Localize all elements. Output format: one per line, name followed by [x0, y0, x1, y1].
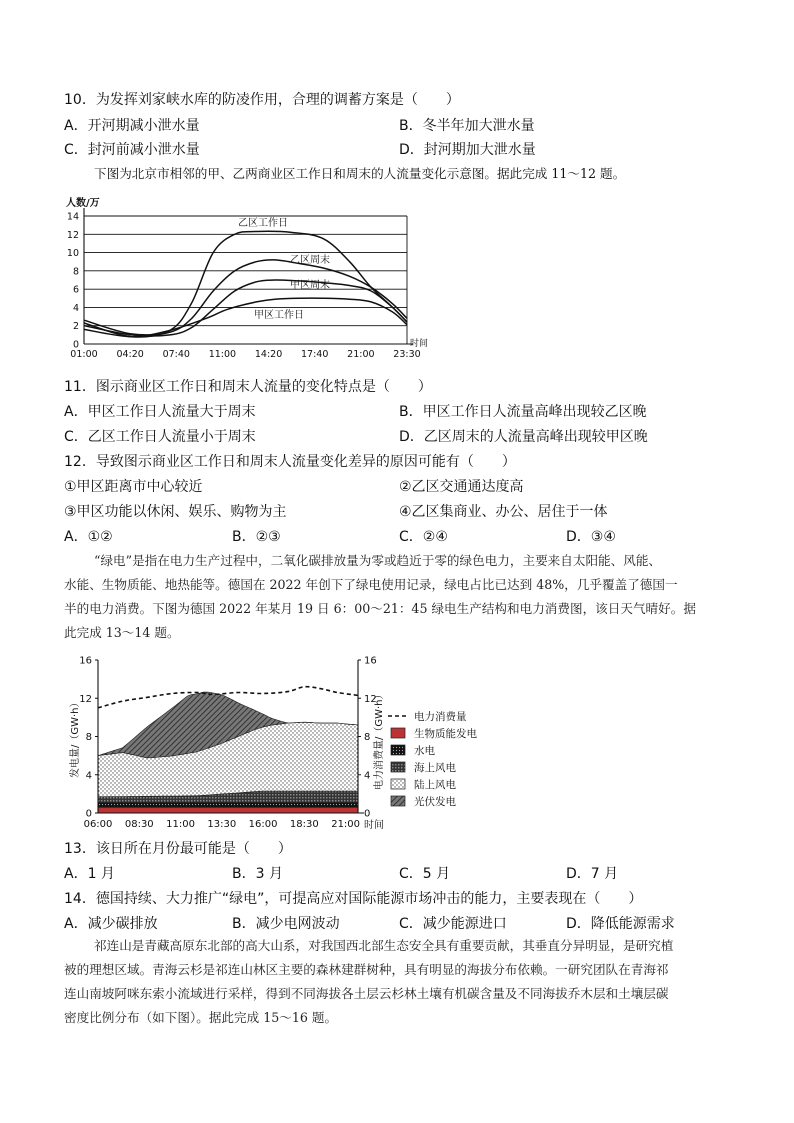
q14-option-a[interactable]: A．减少碳排放	[64, 916, 158, 932]
y-tick-label: 12	[66, 229, 79, 241]
legend-swatch	[391, 728, 405, 738]
y-tick-label-right: 4	[364, 770, 371, 782]
area-生物质能发电	[98, 807, 358, 813]
q13-option-b[interactable]: B．3 月	[232, 866, 283, 882]
x-tick-label: 21:00	[347, 349, 375, 360]
y-tick-label: 10	[66, 248, 79, 260]
legend-label: 水电	[414, 745, 435, 757]
q12-statement-4: ④乙区集商业、办公、居住于一体	[399, 504, 608, 520]
q11-option-d[interactable]: D．乙区周末的人流量高峰出现较甲区晚	[399, 429, 648, 445]
q13-option-a[interactable]: A．1 月	[64, 866, 115, 882]
q12-statement-1: ①甲区距离市中心较近	[64, 479, 203, 495]
q11-stem: 11．图示商业区工作日和周末人流量的变化特点是（ ）	[64, 379, 432, 395]
x-tick-label: 17:40	[301, 349, 329, 360]
legend-label: 光伏发电	[414, 796, 456, 808]
legend-label: 海上风电	[414, 762, 456, 774]
x-tick-label: 23:30	[393, 349, 421, 360]
q13-option-c[interactable]: C．5 月	[399, 866, 451, 882]
y-tick-label: 4	[72, 302, 79, 314]
series-line	[84, 231, 407, 337]
y-tick-label-left: 16	[79, 655, 92, 667]
q13-option-d[interactable]: D．7 月	[566, 866, 619, 882]
intro-q13-14	[64, 549, 730, 645]
chart2-ylabel-right: 电力消费量/（GW·h）	[374, 689, 385, 790]
intro2-line2: 水能、生物质能、地热能等。德国在 2022 年创下了绿电使用记录，绿电占比已达到 48%，几乎覆盖了德国一	[64, 577, 678, 592]
y-tick-label-right: 12	[364, 693, 377, 705]
intro2-line4: 此完成 13～14 题。	[64, 625, 180, 640]
intro3-line1: 祁连山是青藏高原东北部的高大山系，对我国西北部生态安全具有重要贡献，其垂直分异明显，是研究植	[94, 938, 674, 953]
legend-label: 陆上风电	[414, 779, 456, 791]
y-tick-label: 0	[72, 339, 79, 351]
q12-option-c[interactable]: C．②④	[399, 529, 448, 545]
legend-swatch	[391, 762, 405, 772]
y-tick-label: 2	[72, 321, 79, 333]
x-tick-label: 08:30	[124, 819, 154, 830]
q14-stem: 14．德国持续、大力推广“绿电”，可提高应对国际能源市场冲击的能力，主要表现在（ ）	[64, 891, 643, 907]
q12-statement-2: ②乙区交通通达度高	[399, 479, 524, 495]
q10-option-c[interactable]: C．封河前减小泄水量	[64, 142, 200, 158]
y-tick-label: 6	[72, 284, 79, 296]
y-tick-label-left: 4	[85, 770, 92, 782]
q11-option-a[interactable]: A．甲区工作日人流量大于周末	[64, 404, 256, 420]
y-tick-label-left: 0	[85, 808, 92, 820]
q13-stem: 13．该日所在月份最可能是（ ）	[64, 841, 292, 857]
series-line	[84, 298, 407, 337]
x-tick-label: 11:00	[166, 819, 195, 830]
flow-chart	[62, 192, 429, 360]
x-tick-label: 01:00	[70, 349, 98, 360]
q10-option-a[interactable]: A．开河期减小泄水量	[64, 118, 200, 134]
q14-option-b[interactable]: B．减少电网波动	[232, 916, 340, 932]
x-tick-label: 21:00	[331, 819, 361, 830]
q12-option-d[interactable]: D．③④	[566, 529, 616, 545]
legend-label: 生物质能发电	[414, 728, 477, 740]
chart2-xlabel: 时间	[364, 820, 384, 831]
q12-option-a[interactable]: A．①②	[64, 529, 113, 545]
q10-option-b[interactable]: B．冬半年加大泄水量	[399, 118, 535, 134]
y-tick-label: 8	[72, 266, 79, 278]
label-yi-weekend: 乙区周末	[290, 255, 330, 266]
legend-swatch	[391, 796, 405, 806]
x-tick-label: 04:20	[116, 349, 144, 360]
legend-swatch	[391, 745, 405, 755]
y-tick-label-right: 8	[364, 732, 371, 743]
x-tick-label: 14:20	[254, 349, 283, 360]
intro-q11-12: 下图为北京市相邻的甲、乙两商业区工作日和周末的人流量变化示意图。据此完成 11～12 题。	[94, 166, 626, 181]
green-power-chart	[62, 650, 492, 832]
y-tick-label: 14	[66, 211, 79, 223]
intro-q15-16	[64, 934, 730, 1030]
x-tick-label: 18:30	[289, 819, 319, 830]
label-jia-weekend: 甲区周末	[290, 280, 330, 291]
legend-swatch	[391, 779, 405, 789]
area-水电	[98, 803, 358, 808]
q10-option-d[interactable]: D．封河期加大泄水量	[399, 142, 536, 158]
y-tick-label-left: 12	[79, 693, 92, 705]
q14-option-d[interactable]: D．降低能源需求	[566, 916, 675, 932]
label-jia-workday: 甲区工作日	[254, 310, 304, 321]
intro3-line2: 被的理想区域。青海云杉是祁连山林区主要的森林建群树种，具有明显的海拔分布依赖。一研究团队在青海祁	[64, 962, 669, 977]
x-tick-label: 06:00	[83, 819, 113, 830]
intro3-line4: 密度比例分布（如下图）。据此完成 15～16 题。	[64, 1010, 338, 1025]
chart2-ylabel-left: 发电量/（GW·h）	[70, 697, 81, 778]
x-tick-label: 13:30	[207, 819, 237, 830]
x-tick-label: 11:00	[208, 349, 237, 360]
intro2-line1: “绿电”是指在电力生产过程中，二氧化碳排放量为零或趋近于零的绿色电力，主要来自太阳能、风能、	[94, 553, 662, 568]
q10-stem: 10．为发挥刘家峡水库的防凌作用，合理的调蓄方案是（ ）	[64, 92, 460, 108]
legend-label: 电力消费量	[414, 711, 467, 723]
label-yi-workday: 乙区工作日	[238, 218, 288, 229]
q14-option-c[interactable]: C．减少能源进口	[399, 916, 507, 932]
y-tick-label-left: 8	[85, 732, 92, 743]
y-tick-label-right: 0	[364, 808, 371, 820]
y-tick-label-right: 16	[364, 655, 377, 667]
q12-option-b[interactable]: B．②③	[232, 529, 281, 545]
q12-statement-3: ③甲区功能以休闲、娱乐、购物为主	[64, 504, 287, 520]
chart1-ylabel: 人数/万	[66, 198, 100, 209]
x-tick-label: 07:40	[162, 349, 190, 360]
series-line	[84, 280, 407, 336]
intro3-line3: 连山南坡阿咪东索小流域进行采样，得到不同海拔各土层云杉林土壤有机碳含量及不同海拔乔木层和土壤层碳	[64, 986, 669, 1001]
intro2-line3: 半的电力消费。下图为德国 2022 年某月 19 日 6：00～21：45 绿电生产结构和电力消费图，该日天气晴好。据	[64, 601, 696, 616]
q11-option-c[interactable]: C．乙区工作日人流量小于周末	[64, 429, 256, 445]
q12-stem: 12．导致图示商业区工作日和周末人流量变化差异的原因可能有（ ）	[64, 454, 516, 470]
chart1-xlabel: 时间	[410, 339, 429, 349]
x-tick-label: 16:00	[248, 819, 278, 830]
q11-option-b[interactable]: B．甲区工作日人流量高峰出现较乙区晚	[399, 404, 647, 420]
